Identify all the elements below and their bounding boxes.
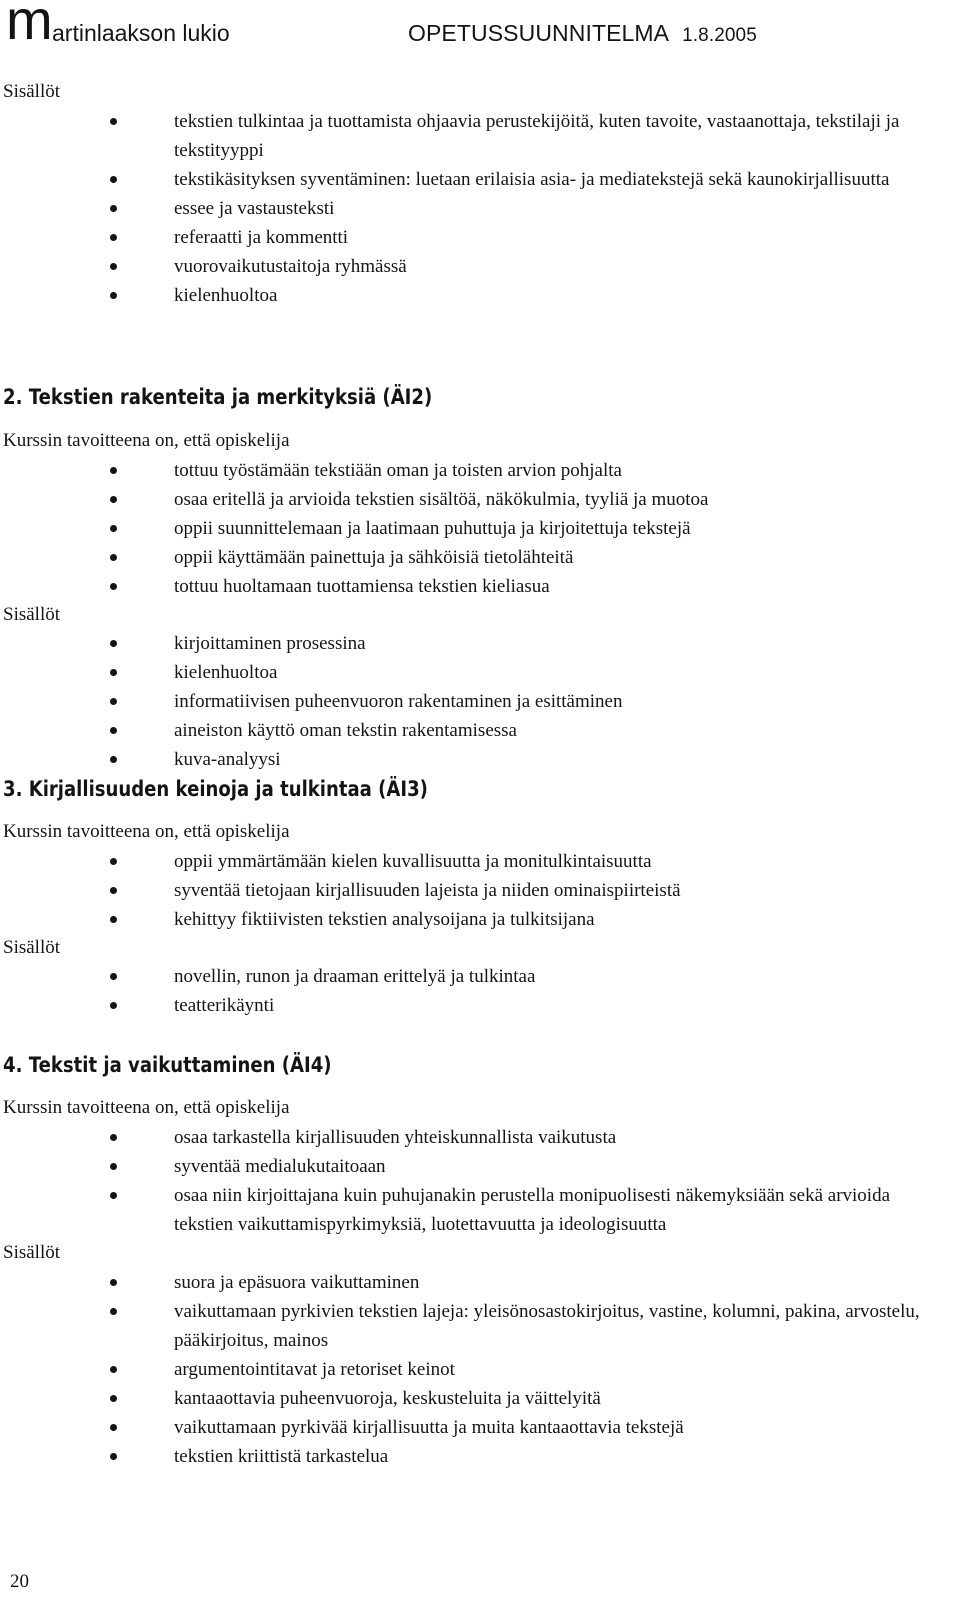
- list-item-text: osaa niin kirjoittajana kuin puhujanakin perustella monipuolisesti näkemyksiään sekä arvioida tekstien vaikuttamispyrkimyksiä, luotettavuutta ja ideologisuutta: [174, 1185, 891, 1235]
- list-item: [110, 1384, 930, 1413]
- list-item: [110, 876, 930, 905]
- list-item-text: kielenhuoltoa: [174, 662, 278, 683]
- goal-intro-2: Kurssin tavoitteena on, että opiskelija: [3, 430, 290, 451]
- list-item: [110, 629, 930, 658]
- section3-goals-list: [110, 847, 930, 934]
- bullet-icon: [110, 1395, 117, 1402]
- list-item: [110, 572, 930, 601]
- bullet-icon: [110, 467, 117, 474]
- list-item-text: kuva-analyysi: [174, 749, 281, 770]
- list-item: [110, 1355, 930, 1384]
- bullet-icon: [110, 887, 117, 894]
- list-item-text: referaatti ja kommentti: [174, 227, 349, 248]
- bullet-icon: [110, 640, 117, 647]
- list-item: [110, 1181, 930, 1239]
- document-title-text: OPETUSSUUNNITELMA: [408, 20, 670, 46]
- bullet-icon: [110, 756, 117, 763]
- list-item-text: vaikuttamaan pyrkivien tekstien lajeja: yleisönosastokirjoitus, vastine, kolumni, pakina, arvostelu, pääkirjoitus, mainos: [174, 1301, 920, 1351]
- list-item: [110, 485, 930, 514]
- document-title: [408, 20, 757, 49]
- section4-contents-list: [110, 1268, 930, 1471]
- section2-heading: 2. Tekstien rakenteita ja merkityksiä (ÄI2): [3, 385, 433, 409]
- bullet-icon: [110, 554, 117, 561]
- list-item-text: kielenhuoltoa: [174, 285, 278, 306]
- list-item-text: teatterikäynti: [174, 995, 275, 1016]
- section3-contents-list: [110, 962, 930, 1020]
- list-item: [110, 1442, 930, 1471]
- goal-intro-4: Kurssin tavoitteena on, että opiskelija: [3, 1097, 290, 1118]
- list-item: [110, 1123, 930, 1152]
- list-item: [110, 165, 930, 194]
- bullet-icon: [110, 263, 117, 270]
- goal-intro-3: Kurssin tavoitteena on, että opiskelija: [3, 821, 290, 842]
- bullet-icon: [110, 1424, 117, 1431]
- contents-label-1: Sisällöt: [3, 81, 61, 102]
- list-item: [110, 905, 930, 934]
- list-item-text: syventää tietojaan kirjallisuuden lajeista ja niiden ominaispiirteistä: [174, 880, 681, 901]
- section2-goals-list: [110, 456, 930, 601]
- list-item-text: kantaaottavia puheenvuoroja, keskusteluita ja väittelyitä: [174, 1388, 601, 1409]
- bullet-icon: [110, 916, 117, 923]
- list-item-text: vuorovaikutustaitoja ryhmässä: [174, 256, 407, 277]
- bullet-icon: [110, 1134, 117, 1141]
- list-item-text: argumentointitavat ja retoriset keinot: [174, 1359, 455, 1380]
- list-item-text: osaa tarkastella kirjallisuuden yhteiskunnallista vaikutusta: [174, 1127, 617, 1148]
- list-item: [110, 1268, 930, 1297]
- contents-label-2: Sisällöt: [3, 604, 61, 625]
- bullet-icon: [110, 292, 117, 299]
- document-date: 1.8.2005: [682, 25, 757, 46]
- list-item-text: novellin, runon ja draaman erittelyä ja tulkintaa: [174, 966, 536, 987]
- list-item-text: kehittyy fiktiivisten tekstien analysoijana ja tulkitsijana: [174, 909, 595, 930]
- section2-contents-list: [110, 629, 930, 774]
- list-item-text: tekstien tulkintaa ja tuottamista ohjaavia perustekijöitä, kuten tavoite, vastaanottaja, tekstilaji ja tekstityyppi: [174, 111, 900, 161]
- list-item: [110, 658, 930, 687]
- list-item: [110, 543, 930, 572]
- page-number: 20: [10, 1571, 29, 1592]
- list-item-text: informatiivisen puheenvuoron rakentaminen ja esittäminen: [174, 691, 623, 712]
- list-item: [110, 194, 930, 223]
- list-item-text: kirjoittaminen prosessina: [174, 633, 366, 654]
- list-item-text: osaa eritellä ja arvioida tekstien sisältöä, näkökulmia, tyyliä ja muotoa: [174, 489, 709, 510]
- list-item: [110, 847, 930, 876]
- school-name: artinlaakson lukio: [52, 20, 230, 46]
- bullet-icon: [110, 1453, 117, 1460]
- list-item: [110, 1297, 930, 1355]
- list-item-text: tekstien kriittistä tarkastelua: [174, 1446, 389, 1467]
- list-item: [110, 1413, 930, 1442]
- bullet-icon: [110, 176, 117, 183]
- list-item: [110, 687, 930, 716]
- list-item-text: tottuu huoltamaan tuottamiensa tekstien kieliasua: [174, 576, 550, 597]
- list-item-text: oppii suunnittelemaan ja laatimaan puhuttuja ja kirjoitettuja tekstejä: [174, 518, 691, 539]
- bullet-icon: [110, 583, 117, 590]
- section1-contents-list: [110, 107, 930, 310]
- section4-heading: 4. Tekstit ja vaikuttaminen (ÄI4): [3, 1053, 332, 1077]
- list-item: [110, 991, 930, 1020]
- bullet-icon: [110, 1308, 117, 1315]
- list-item-text: oppii käyttämään painettuja ja sähköisiä tietolähteitä: [174, 547, 574, 568]
- list-item: [110, 281, 930, 310]
- list-item-text: aineiston käyttö oman tekstin rakentamisessa: [174, 720, 517, 741]
- bullet-icon: [110, 118, 117, 125]
- bullet-icon: [110, 727, 117, 734]
- list-item: [110, 456, 930, 485]
- contents-label-4: Sisällöt: [3, 1242, 61, 1263]
- page-header: [6, 2, 946, 54]
- list-item: [110, 514, 930, 543]
- list-item: [110, 962, 930, 991]
- list-item-text: oppii ymmärtämään kielen kuvallisuutta ja monitulkintaisuutta: [174, 851, 652, 872]
- list-item: [110, 223, 930, 252]
- bullet-icon: [110, 525, 117, 532]
- bullet-icon: [110, 1279, 117, 1286]
- list-item-text: tottuu työstämään tekstiään oman ja toisten arvion pohjalta: [174, 460, 622, 481]
- bullet-icon: [110, 1366, 117, 1373]
- section4-goals-list: [110, 1123, 930, 1239]
- bullet-icon: [110, 234, 117, 241]
- list-item: [110, 1152, 930, 1181]
- bullet-icon: [110, 698, 117, 705]
- list-item: [110, 252, 930, 281]
- list-item-text: suora ja epäsuora vaikuttaminen: [174, 1272, 420, 1293]
- bullet-icon: [110, 1163, 117, 1170]
- bullet-icon: [110, 858, 117, 865]
- bullet-icon: [110, 205, 117, 212]
- list-item: [110, 745, 930, 774]
- bullet-icon: [110, 669, 117, 676]
- school-logo-initial: m: [6, 0, 53, 51]
- bullet-icon: [110, 1192, 117, 1199]
- bullet-icon: [110, 496, 117, 503]
- list-item-text: syventää medialukutaitoaan: [174, 1156, 386, 1177]
- list-item: [110, 716, 930, 745]
- list-item-text: tekstikäsityksen syventäminen: luetaan erilaisia asia- ja mediatekstejä sekä kaunokirjallisuutta: [174, 169, 890, 190]
- bullet-icon: [110, 1002, 117, 1009]
- list-item-text: essee ja vastausteksti: [174, 198, 335, 219]
- bullet-icon: [110, 973, 117, 980]
- section3-heading: 3. Kirjallisuuden keinoja ja tulkintaa (ÄI3): [3, 777, 428, 801]
- list-item-text: vaikuttamaan pyrkivää kirjallisuutta ja muita kantaaottavia tekstejä: [174, 1417, 684, 1438]
- contents-label-3: Sisällöt: [3, 937, 61, 958]
- list-item: [110, 107, 930, 165]
